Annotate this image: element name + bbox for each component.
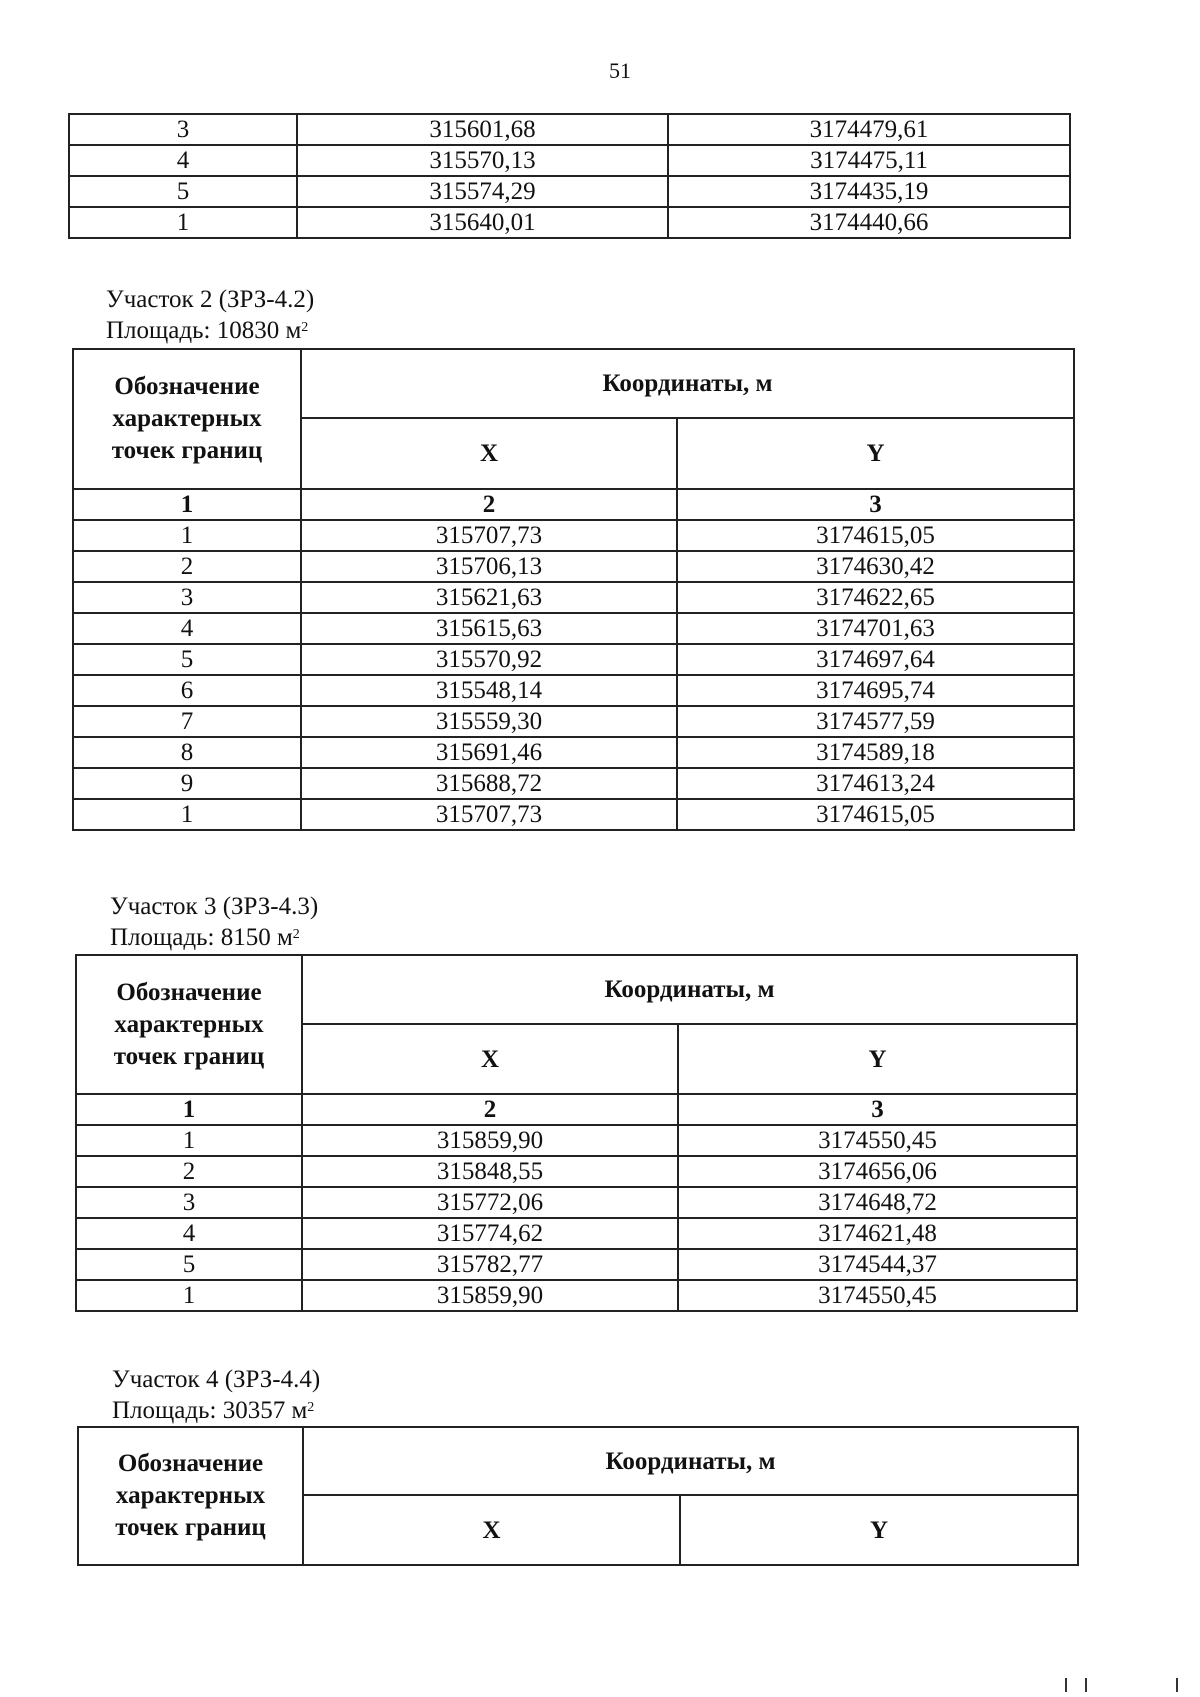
x-coordinate-cell: 315559,30 <box>301 706 677 737</box>
plot4-title: Участок 4 (ЗРЗ-4.4) <box>112 1366 321 1393</box>
plot3-y-header: Y <box>678 1024 1077 1094</box>
plot4-y-header: Y <box>680 1495 1078 1565</box>
x-coordinate-cell: 315707,73 <box>301 520 677 551</box>
column-number-row <box>76 1094 1077 1125</box>
table-row <box>73 768 1074 799</box>
column-number-cell: 1 <box>76 1094 302 1125</box>
plot2-title: Участок 2 (ЗРЗ-4.2) <box>106 286 315 313</box>
x-coordinate-cell: 315774,62 <box>302 1218 678 1249</box>
top-coordinates-table <box>68 113 1071 239</box>
table-row <box>73 520 1074 551</box>
plot4-coords-header: Координаты, м <box>303 1427 1078 1495</box>
table-row <box>73 799 1074 830</box>
plot2-area <box>106 315 314 346</box>
table-row <box>76 1249 1077 1280</box>
y-coordinate-cell: 3174648,72 <box>678 1187 1077 1218</box>
plot4-designation-header: Обозначение характерных точек границ <box>78 1427 303 1565</box>
scan-mark <box>1085 1678 1087 1692</box>
x-coordinate-cell: 315691,46 <box>301 737 677 768</box>
y-coordinate-cell: 3174701,63 <box>677 613 1074 644</box>
y-coordinate-cell: 3174550,45 <box>678 1125 1077 1156</box>
x-coordinate-cell: 315548,14 <box>301 675 677 706</box>
plot2-area-label: Площадь: 10830 м <box>106 317 302 344</box>
plot4-caption <box>112 1364 320 1426</box>
column-number-cell: 3 <box>678 1094 1077 1125</box>
x-coordinate-cell: 315848,55 <box>302 1156 678 1187</box>
y-coordinate-cell: 3174479,61 <box>668 114 1070 145</box>
point-number-cell: 5 <box>69 176 297 207</box>
x-coordinate-cell: 315570,92 <box>301 644 677 675</box>
point-number-cell: 4 <box>76 1218 302 1249</box>
x-coordinate-cell: 315707,73 <box>301 799 677 830</box>
y-coordinate-cell: 3174550,45 <box>678 1280 1077 1311</box>
y-coordinate-cell: 3174577,59 <box>677 706 1074 737</box>
y-coordinate-cell: 3174613,24 <box>677 768 1074 799</box>
plot2-caption <box>106 284 314 346</box>
y-coordinate-cell: 3174589,18 <box>677 737 1074 768</box>
plot3-title: Участок 3 (ЗРЗ-4.3) <box>110 893 319 920</box>
x-coordinate-cell: 315782,77 <box>302 1249 678 1280</box>
x-coordinate-cell: 315621,63 <box>301 582 677 613</box>
y-coordinate-cell: 3174435,19 <box>668 176 1070 207</box>
x-coordinate-cell: 315574,29 <box>297 176 668 207</box>
column-number-cell: 2 <box>301 489 677 520</box>
x-coordinate-cell: 315640,01 <box>297 207 668 238</box>
point-number-cell: 1 <box>73 799 301 830</box>
point-number-cell: 7 <box>73 706 301 737</box>
y-coordinate-cell: 3174695,74 <box>677 675 1074 706</box>
point-number-cell: 9 <box>73 768 301 799</box>
plot2-designation-header: Обозначение характерных точек границ <box>73 349 301 489</box>
column-number-cell: 2 <box>302 1094 678 1125</box>
plot3-area-sup: 2 <box>292 927 300 942</box>
point-number-cell: 5 <box>76 1249 302 1280</box>
x-coordinate-cell: 315688,72 <box>301 768 677 799</box>
plot4-area-sup: 2 <box>307 1400 315 1415</box>
y-coordinate-cell: 3174440,66 <box>668 207 1070 238</box>
point-number-cell: 4 <box>73 613 301 644</box>
column-number-cell: 1 <box>73 489 301 520</box>
point-number-cell: 5 <box>73 644 301 675</box>
y-coordinate-cell: 3174621,48 <box>678 1218 1077 1249</box>
plot3-area <box>110 922 318 953</box>
x-coordinate-cell: 315772,06 <box>302 1187 678 1218</box>
point-number-cell: 1 <box>76 1280 302 1311</box>
plot4-area-label: Площадь: 30357 м <box>112 1397 308 1424</box>
point-number-cell: 1 <box>76 1125 302 1156</box>
point-number-cell: 3 <box>69 114 297 145</box>
y-coordinate-cell: 3174697,64 <box>677 644 1074 675</box>
point-number-cell: 3 <box>73 582 301 613</box>
table-row <box>73 706 1074 737</box>
table-row <box>73 551 1074 582</box>
point-number-cell: 6 <box>73 675 301 706</box>
x-coordinate-cell: 315615,63 <box>301 613 677 644</box>
point-number-cell: 1 <box>73 520 301 551</box>
plot2-y-header: Y <box>677 418 1074 489</box>
plot4-area <box>112 1395 320 1426</box>
plot2-coords-header: Координаты, м <box>301 349 1074 418</box>
table-row <box>69 145 1070 176</box>
point-number-cell: 2 <box>76 1156 302 1187</box>
table-row <box>73 737 1074 768</box>
x-coordinate-cell: 315570,13 <box>297 145 668 176</box>
plot4-table <box>77 1426 1079 1566</box>
plot3-coords-header: Координаты, м <box>302 955 1077 1024</box>
plot3-area-label: Площадь: 8150 м <box>110 924 293 951</box>
column-number-cell: 3 <box>677 489 1074 520</box>
y-coordinate-cell: 3174615,05 <box>677 520 1074 551</box>
y-coordinate-cell: 3174475,11 <box>668 145 1070 176</box>
point-number-cell: 3 <box>76 1187 302 1218</box>
plot2-table <box>72 348 1075 831</box>
point-number-cell: 1 <box>69 207 297 238</box>
table-row <box>73 675 1074 706</box>
table-row <box>69 114 1070 145</box>
plot3-caption <box>110 891 318 953</box>
table-row <box>73 644 1074 675</box>
table-row <box>73 613 1074 644</box>
scan-mark <box>1176 1678 1178 1692</box>
table-row <box>73 582 1074 613</box>
point-number-cell: 8 <box>73 737 301 768</box>
x-coordinate-cell: 315601,68 <box>297 114 668 145</box>
table-row <box>76 1156 1077 1187</box>
plot3-table <box>75 954 1078 1312</box>
point-number-cell: 4 <box>69 145 297 176</box>
y-coordinate-cell: 3174622,65 <box>677 582 1074 613</box>
plot2-area-sup: 2 <box>301 320 309 335</box>
x-coordinate-cell: 315706,13 <box>301 551 677 582</box>
table-row <box>69 207 1070 238</box>
table-row <box>69 176 1070 207</box>
plot2-x-header: X <box>301 418 677 489</box>
x-coordinate-cell: 315859,90 <box>302 1125 678 1156</box>
y-coordinate-cell: 3174656,06 <box>678 1156 1077 1187</box>
y-coordinate-cell: 3174630,42 <box>677 551 1074 582</box>
point-number-cell: 2 <box>73 551 301 582</box>
table-row <box>76 1280 1077 1311</box>
plot3-x-header: X <box>302 1024 678 1094</box>
page-number: 51 <box>609 58 631 83</box>
column-number-row <box>73 489 1074 520</box>
x-coordinate-cell: 315859,90 <box>302 1280 678 1311</box>
table-row <box>76 1125 1077 1156</box>
y-coordinate-cell: 3174544,37 <box>678 1249 1077 1280</box>
y-coordinate-cell: 3174615,05 <box>677 799 1074 830</box>
plot3-designation-header: Обозначение характерных точек границ <box>76 955 302 1094</box>
plot4-x-header: X <box>303 1495 680 1565</box>
scan-mark <box>1065 1678 1067 1692</box>
table-row <box>76 1187 1077 1218</box>
table-row <box>76 1218 1077 1249</box>
